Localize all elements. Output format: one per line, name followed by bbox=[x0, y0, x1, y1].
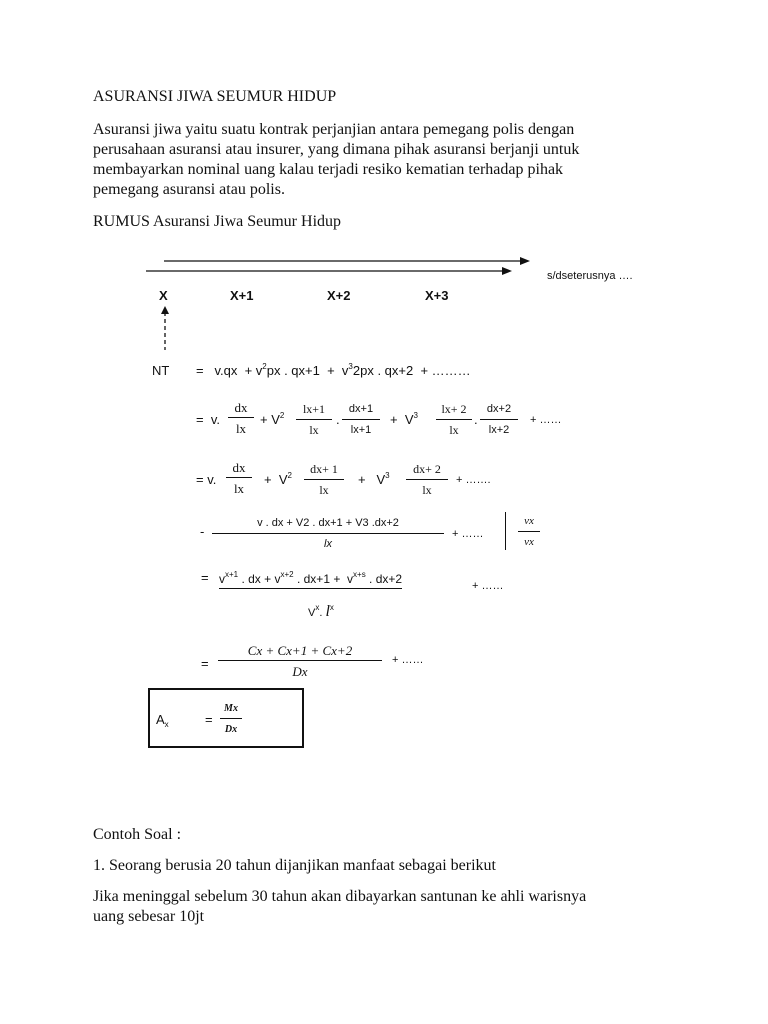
definition-line: perusahaan asuransi atau insurer, yang dimana pihak asuransi berjanji untuk bbox=[93, 141, 580, 158]
timeline-label-x2: X+2 bbox=[327, 288, 351, 303]
rumus-title: RUMUS Asuransi Jiwa Seumur Hidup bbox=[93, 213, 342, 230]
definition-line: membayarkan nominal uang kalau terjadi resiko kematian terhadap pihak bbox=[93, 161, 564, 178]
timeline-arrow-top-head bbox=[520, 257, 530, 265]
timeline-label-x: X bbox=[159, 288, 168, 303]
example-title: Contoh Soal : bbox=[93, 826, 182, 843]
timeline-arrow-bottom-head bbox=[502, 267, 512, 275]
timeline-diagram bbox=[140, 250, 540, 360]
formula-line-1: = $v.qx + v^2px$ . $qx+1 + v^32px$ . qx+2 + ……… bbox=[196, 362, 471, 378]
definition-line: Asuransi jiwa yaitu suatu kontrak perjanjian antara pemegang polis dengan bbox=[93, 121, 575, 138]
document-heading: ASURANSI JIWA SEUMUR HIDUP bbox=[93, 88, 337, 105]
timeline-note: s/dseterusnya …. bbox=[547, 270, 633, 282]
timeline-label-x1: X+1 bbox=[230, 288, 254, 303]
boxed-fraction: Mx Dx bbox=[220, 701, 242, 737]
timeline-label-x3: X+3 bbox=[425, 288, 449, 303]
example-detail-line: Jika meninggal sebelum 30 tahun akan dibayarkan santunan ke ahli warisnya bbox=[93, 888, 587, 905]
example-detail-line: uang sebesar 10jt bbox=[93, 908, 205, 925]
definition-line: pemegang asuransi atau polis. bbox=[93, 181, 285, 198]
annuity-symbol: $A_x$ bbox=[156, 712, 169, 729]
nt-label: NT bbox=[152, 363, 170, 378]
example-detail bbox=[93, 887, 683, 927]
example-item-1: 1. Seorang berusia 20 tahun dijanjikan manfaat sebagai berikut bbox=[93, 857, 496, 874]
boxed-equals: = bbox=[205, 712, 213, 727]
age-pointer-head bbox=[161, 306, 169, 314]
definition-paragraph bbox=[93, 120, 683, 200]
multiplier-separator bbox=[505, 512, 506, 550]
